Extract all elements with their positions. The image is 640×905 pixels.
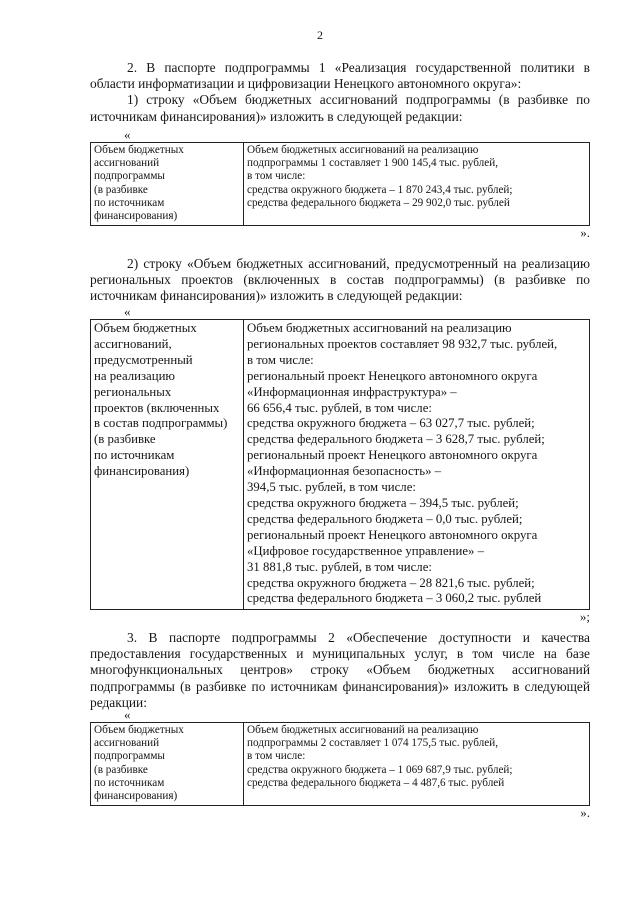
table-cell-line: средства окружного бюджета – 28 821,6 тыс. рублей; xyxy=(247,575,535,590)
table-2-row xyxy=(91,320,590,610)
table-cell-line: средства федерального бюджета – 0,0 тыс. рублей; xyxy=(247,511,523,526)
section-2-item-2-block xyxy=(90,256,590,305)
table-1-close-quote: ». xyxy=(580,225,590,241)
table-cell-line: средства окружного бюджета – 1 069 687,9 тыс. рублей; xyxy=(247,763,513,776)
table-cell-line: ассигнований xyxy=(94,157,160,170)
table-cell-line: проектов (включенных xyxy=(94,400,220,415)
table-cell-line: средства федерального бюджета – 3 060,2 тыс. рублей xyxy=(247,591,542,606)
table-cell-line: в состав подпрограммы) xyxy=(94,416,228,431)
table-cell-line: в том числе: xyxy=(247,170,306,183)
page-number: 2 xyxy=(317,28,323,42)
table-cell-line: (в разбивке xyxy=(94,763,148,776)
table-3 xyxy=(90,722,590,806)
table-3-row xyxy=(91,723,590,806)
section-3-paragraph: 3. В паспорте подпрограммы 2 «Обеспечение доступности и качества предоставления государственных и муниципальных услуг, в том числе на базе многофункциональных центров» строку «Объем бюджетных ассигнований подпрограммы (в разбивке по источникам финансирования)» изложить в следующей редакции: xyxy=(90,630,590,710)
table-3-close-quote: ». xyxy=(580,805,590,821)
table-cell-line: средства окружного бюджета – 63 027,7 тыс. рублей; xyxy=(247,416,535,431)
table-cell-line: ассигнований xyxy=(94,737,160,750)
table-cell-line: на реализацию xyxy=(94,368,175,383)
table-cell-line: средства федерального бюджета – 4 487,6 тыс. рублей xyxy=(247,776,505,789)
table-cell-line: в том числе: xyxy=(247,750,306,763)
section-2-item-1: 1) строку «Объем бюджетных ассигнований подпрограммы (в разбивке по источникам финансирования)» изложить в следующей редакции: xyxy=(90,92,590,124)
table-2-close-quote: »; xyxy=(579,609,590,625)
table-cell-line: подпрограммы 2 составляет 1 074 175,5 тыс. рублей, xyxy=(247,737,498,750)
table-cell-line: финансирования) xyxy=(94,464,190,479)
table-cell-line: Объем бюджетных ассигнований на реализацию xyxy=(247,144,479,156)
table-3-block xyxy=(90,708,590,820)
table-cell-line: подпрограммы 1 составляет 1 900 145,4 тыс. рублей, xyxy=(247,157,498,170)
table-cell-line: финансирования) xyxy=(94,210,178,223)
table-1-row xyxy=(91,143,590,226)
table-2-left-cell xyxy=(91,320,244,610)
table-cell-line: региональный проект Ненецкого автономного округа xyxy=(247,368,538,383)
table-cell-line: по источникам xyxy=(94,448,175,463)
table-1-right-cell xyxy=(244,143,590,226)
table-cell-line: предусмотренный xyxy=(94,352,193,367)
table-1-block xyxy=(90,128,590,240)
section-2-item-2: 2) строку «Объем бюджетных ассигнований, предусмотренный на реализацию региональных проектов (включенных в состав подпрограммы) (в разбивке по источникам финансирования)» изложить в следующей редакции: xyxy=(90,256,590,304)
table-cell-line: подпрограммы xyxy=(94,750,165,763)
table-3-open-quote: « xyxy=(124,707,131,722)
table-3-left-cell xyxy=(91,723,244,806)
table-cell-line: по источникам xyxy=(94,196,165,209)
table-cell-line: Объем бюджетных xyxy=(94,724,184,736)
table-cell-line: в том числе: xyxy=(247,352,314,367)
table-cell-line: (в разбивке xyxy=(94,432,156,447)
table-cell-line: средства окружного бюджета – 394,5 тыс. рублей; xyxy=(247,495,519,510)
table-cell-line: «Информационная безопасность» – xyxy=(247,464,442,479)
table-cell-line: «Цифровое государственное управление» – xyxy=(247,543,484,558)
table-cell-line: региональных проектов составляет 98 932,7 тыс. рублей, xyxy=(247,336,558,351)
table-cell-line: средства окружного бюджета – 1 870 243,4 тыс. рублей; xyxy=(247,183,513,196)
table-cell-line: Объем бюджетных xyxy=(94,144,184,156)
table-2-block xyxy=(90,305,590,624)
table-cell-line: Объем бюджетных xyxy=(94,321,197,335)
table-cell-line: региональных xyxy=(94,384,172,399)
table-cell-line: средства федерального бюджета – 3 628,7 тыс. рублей; xyxy=(247,432,545,447)
table-cell-line: по источникам xyxy=(94,776,165,789)
table-1-left-cell xyxy=(91,143,244,226)
table-2 xyxy=(90,319,590,610)
table-2-open-quote: « xyxy=(124,304,131,319)
table-cell-line: Объем бюджетных ассигнований на реализацию xyxy=(247,321,512,335)
table-cell-line: региональный проект Ненецкого автономного округа xyxy=(247,448,538,463)
table-cell-line: Объем бюджетных ассигнований на реализацию xyxy=(247,724,479,736)
table-cell-line: 66 656,4 тыс. рублей, в том числе: xyxy=(247,400,432,415)
table-1-open-quote: « xyxy=(124,127,131,142)
table-1 xyxy=(90,142,590,226)
table-cell-line: 394,5 тыс. рублей, в том числе: xyxy=(247,480,416,495)
table-3-right-cell xyxy=(244,723,590,806)
table-cell-line: подпрограммы xyxy=(94,170,165,183)
table-cell-line: региональный проект Ненецкого автономного округа xyxy=(247,527,538,542)
table-2-right-cell xyxy=(244,320,590,610)
table-cell-line: 31 881,8 тыс. рублей, в том числе: xyxy=(247,559,432,574)
section-3 xyxy=(90,630,590,711)
table-cell-line: финансирования) xyxy=(94,790,178,803)
table-cell-line: «Информационная инфраструктура» – xyxy=(247,384,457,399)
section-2 xyxy=(90,60,590,125)
table-cell-line: ассигнований, xyxy=(94,336,172,351)
table-cell-line: (в разбивке xyxy=(94,183,148,196)
table-cell-line: средства федерального бюджета – 29 902,0 тыс. рублей xyxy=(247,196,510,209)
section-2-paragraph: 2. В паспорте подпрограммы 1 «Реализация государственной политики в области информатизации и цифровизации Ненецкого автономного округа»: xyxy=(90,60,590,92)
